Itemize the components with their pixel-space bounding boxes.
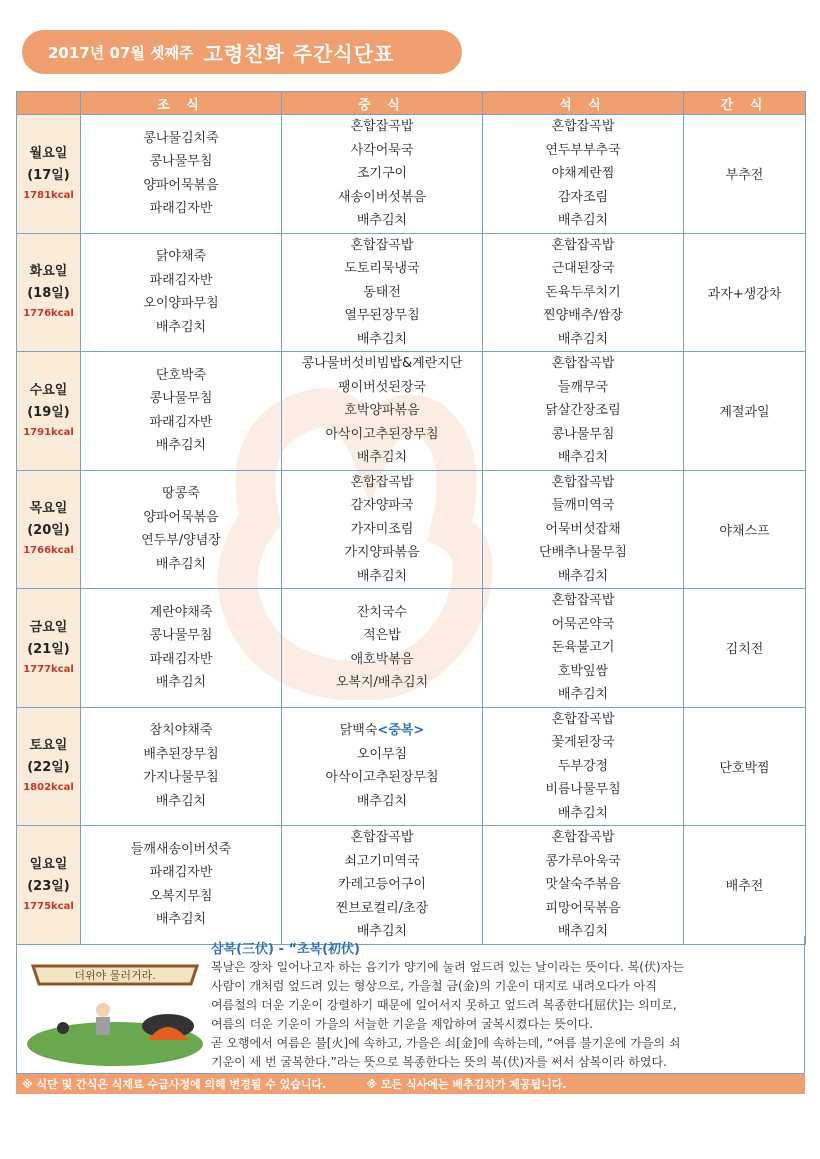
breakfast-cell [81, 826, 282, 945]
info-line: 사람이 개처럼 엎드려 있는 형상으로, 가을철 금(金)의 기운이 대지로 내려오다가 아직 [211, 979, 657, 993]
footer-note-2: ※ 모든 식사에는 배추김치가 제공됩니다. [366, 1078, 567, 1091]
menu-item: 배추김치 [557, 450, 609, 465]
lunch-cell [282, 352, 483, 471]
day-cell [17, 589, 81, 708]
jungbok-highlight: <중복> [377, 723, 425, 739]
day-name: 수요일 [29, 382, 68, 398]
menu-item: 혼합잡곡밥 [350, 474, 414, 490]
day-cell [17, 233, 81, 352]
menu-item: 동태전 [363, 284, 401, 300]
snack-cell: 단호박찜 [684, 707, 806, 826]
menu-item: 혼합잡곡밥 [551, 237, 615, 253]
table-row [17, 589, 806, 708]
breakfast-cell [81, 352, 282, 471]
menu-item: 오복지/배추김치 [335, 675, 429, 691]
table-row [17, 470, 806, 589]
menu-item: 적은밥 [363, 628, 401, 644]
menu-item: 혼합잡곡밥 [551, 356, 615, 371]
menu-item: 어묵곤약국 [551, 616, 615, 632]
menu-item: 배추김치 [557, 924, 609, 939]
menu-item: 배추김치 [356, 793, 408, 809]
menu-item: 근대된장국 [551, 261, 615, 276]
header-snack: 간 식 [684, 92, 806, 115]
day-kcal: 1777kcal [23, 663, 74, 675]
menu-item: 감자조림 [557, 189, 609, 205]
menu-item: 배추김치 [356, 924, 408, 939]
info-line: 곧 오행에서 여름은 불[火]에 속하고, 가을은 쇠[金]에 속하는데, “여름 불기운에 가을의 쇠 [211, 1036, 681, 1050]
info-section [16, 936, 805, 1074]
menu-item: 배추김치 [155, 675, 207, 691]
footer-note-1: ※ 식단 및 간식은 식재료 수급사정에 의해 변경될 수 있습니다. [22, 1078, 327, 1091]
boknal-illustration-icon [23, 944, 207, 1068]
menu-item: 야채계란찜 [551, 166, 615, 181]
menu-item: 콩나물무침 [149, 391, 213, 407]
menu-item: 콩나물무침 [149, 154, 213, 170]
menu-item: 열무된장무침 [344, 308, 420, 323]
menu-item: 배추김치 [557, 331, 609, 347]
day-cell [17, 352, 81, 471]
day-date: (18일) [27, 286, 70, 302]
menu-item: 연두부부추국 [545, 142, 621, 158]
lunch-cell [282, 233, 483, 352]
menu-item: 배추김치 [557, 805, 609, 821]
day-name: 목요일 [29, 501, 68, 517]
menu-item: 배추김치 [155, 319, 207, 335]
breakfast-cell [81, 115, 282, 234]
menu-item: 들깨무국 [557, 379, 609, 395]
menu-item: 오이무침 [356, 746, 408, 762]
menu-item: 단호박죽 [155, 367, 207, 383]
day-date: (22일) [27, 760, 70, 776]
day-cell [17, 707, 81, 826]
day-kcal: 1791kcal [23, 426, 74, 438]
menu-item: 파래김자반 [149, 414, 213, 430]
dinner-cell [483, 826, 684, 945]
day-date: (19일) [27, 404, 70, 420]
info-line: 기운이 세 번 굴복한다.”라는 뜻으로 복종한다는 뜻의 복(伏)자를 써서 삼복이라 하였다. [211, 1055, 667, 1069]
menu-item: 혼합잡곡밥 [551, 711, 615, 727]
menu-item: 혼합잡곡밥 [551, 119, 615, 134]
menu-item: 콩나물무침 [149, 628, 213, 644]
table-header-row [17, 92, 806, 115]
day-name: 화요일 [29, 264, 68, 280]
dinner-cell [483, 707, 684, 826]
menu-item: 배추김치 [557, 213, 609, 228]
day-name: 일요일 [29, 856, 68, 872]
snack-cell: 부추전 [684, 115, 806, 234]
menu-item: 꽃게된장국 [551, 735, 615, 750]
menu-item: 가지양파볶음 [344, 545, 420, 560]
menu-item: 애호박볶음 [350, 651, 414, 667]
header-corner [17, 92, 81, 115]
menu-item: 호박잎쌈 [557, 663, 609, 679]
snack-cell: 김치전 [684, 589, 806, 708]
lunch-cell [282, 707, 483, 826]
lunch-cell [282, 589, 483, 708]
menu-item: 혼합잡곡밥 [350, 237, 414, 253]
lunch-cell [282, 470, 483, 589]
info-body [211, 958, 801, 1072]
menu-item: 배추김치 [557, 568, 609, 584]
weekly-menu-table [16, 91, 806, 945]
menu-item: 배추김치 [356, 331, 408, 347]
info-line: 여름의 더운 기운이 가을의 서늘한 기운을 제압하여 굴복시켰다는 뜻이다. [211, 1017, 594, 1031]
menu-item: 배추김치 [155, 556, 207, 572]
day-kcal: 1781kcal [23, 189, 74, 201]
dinner-cell [483, 115, 684, 234]
menu-item: 계란야채죽 [149, 604, 213, 620]
info-line: 여름철의 더운 기운이 강렬하기 때문에 일어서지 못하고 엎드려 복종한다[屈伏]는 의미로, [211, 998, 677, 1012]
menu-item: 파래김자반 [149, 651, 213, 667]
menu-item: 닭야채죽 [155, 249, 207, 265]
day-name: 월요일 [29, 145, 68, 161]
menu-item: 콩나물무침 [551, 426, 615, 442]
menu-item: 참치야채죽 [149, 723, 213, 739]
day-name: 토요일 [29, 738, 68, 754]
menu-item: 도토리묵냉국 [344, 261, 420, 276]
menu-item: 콩가루아욱국 [545, 853, 621, 869]
menu-item: 돈육두루치기 [545, 284, 621, 300]
menu-item: 배추된장무침 [143, 746, 219, 762]
info-title: 삼복(三伏) - “초복(初伏) [211, 942, 360, 957]
breakfast-cell [81, 707, 282, 826]
menu-item: 콩나물김치죽 [143, 130, 219, 146]
info-line: 복날은 장차 일어나고자 하는 음기가 양기에 눌려 엎드려 있는 날이라는 뜻이다. 복(伏)자는 [211, 960, 684, 974]
menu-item: 배추김치 [155, 438, 207, 454]
dinner-cell [483, 233, 684, 352]
table-row [17, 115, 806, 234]
menu-item: 들깨새송이버섯죽 [130, 841, 232, 857]
menu-item: 양파어묵볶음 [143, 509, 219, 525]
menu-item: 새송이버섯볶음 [338, 189, 426, 205]
header-lunch: 중 식 [282, 92, 483, 115]
day-date: (23일) [27, 878, 70, 894]
menu-item: 가지나물무침 [143, 770, 219, 786]
menu-body [17, 115, 806, 945]
menu-item: 찐브로컬리/초장 [335, 900, 429, 916]
menu-item: 조기구이 [356, 166, 408, 181]
day-kcal: 1776kcal [23, 308, 74, 320]
menu-item: 비름나물무침 [545, 782, 621, 797]
menu-item: 어묵버섯잡채 [545, 521, 621, 537]
menu-item: 피망어묵볶음 [545, 900, 621, 916]
menu-item: 혼합잡곡밥 [350, 119, 414, 134]
menu-item: 혼합잡곡밥 [551, 474, 615, 490]
menu-item: 들깨미역국 [551, 498, 615, 513]
page-title-banner [22, 30, 462, 74]
menu-item: 두부강정 [557, 758, 609, 774]
menu-item: 오이양파무침 [143, 296, 219, 312]
day-date: (21일) [27, 641, 70, 657]
day-cell [17, 115, 81, 234]
dinner-cell [483, 589, 684, 708]
table-row [17, 707, 806, 826]
menu-item: 단배추나물무침 [539, 545, 627, 560]
snack-cell: 야채스프 [684, 470, 806, 589]
menu-item: 파래김자반 [149, 865, 213, 881]
table-row [17, 826, 806, 945]
day-kcal: 1775kcal [23, 900, 74, 912]
snack-cell: 계절과일 [684, 352, 806, 471]
day-name: 금요일 [29, 619, 68, 635]
menu-item: 연두부/양념장 [141, 533, 221, 549]
day-date: (20일) [27, 523, 70, 539]
menu-item: 팽이버섯된장국 [338, 379, 426, 395]
menu-item: 잔치국수 [356, 604, 408, 620]
menu-item: 배추김치 [356, 213, 408, 228]
table-row [17, 233, 806, 352]
lunch-cell [282, 115, 483, 234]
menu-item: 배추김치 [155, 793, 207, 809]
menu-item: 배추김치 [356, 568, 408, 584]
day-kcal: 1766kcal [23, 545, 74, 557]
menu-item: 사각어묵국 [350, 142, 414, 158]
menu-item: 혼합잡곡밥 [551, 593, 615, 608]
title-year-month: 2017년 07월 셋째주 [48, 43, 194, 62]
menu-item: 혼합잡곡밥 [350, 830, 414, 845]
menu-item: 땅콩죽 [162, 486, 200, 502]
menu-item: 찐양배추/쌈장 [543, 308, 623, 323]
day-date: (17일) [27, 167, 70, 183]
table-row [17, 352, 806, 471]
footer-notes [16, 1074, 805, 1094]
day-cell [17, 826, 81, 945]
breakfast-cell [81, 470, 282, 589]
banner-text: 더위야 물러거라. [74, 969, 156, 982]
menu-item: 파래김자반 [149, 272, 213, 288]
dinner-cell [483, 352, 684, 471]
day-kcal: 1802kcal [23, 782, 74, 794]
header-breakfast: 조 식 [81, 92, 282, 115]
breakfast-cell [81, 233, 282, 352]
page-title: 고령친화 주간식단표 [203, 41, 395, 66]
menu-item: 호박양파볶음 [344, 403, 420, 418]
menu-item: 카레고등어구이 [338, 877, 426, 892]
breakfast-cell [81, 589, 282, 708]
menu-item: 양파어묵볶음 [143, 177, 219, 193]
snack-cell: 과자+생강차 [684, 233, 806, 352]
menu-item: 오복지무침 [149, 888, 213, 904]
menu-item: 배추김치 [155, 912, 207, 928]
menu-item: 아삭이고추된장무침 [325, 770, 439, 786]
lunch-cell [282, 826, 483, 945]
menu-item: 혼합잡곡밥 [551, 830, 615, 845]
dinner-cell [483, 470, 684, 589]
menu-item: 돈육불고기 [551, 640, 615, 655]
menu-item: 배추김치 [557, 687, 609, 702]
menu-item: 감자양파국 [350, 498, 414, 513]
menu-item: 닭살간장조림 [545, 403, 621, 418]
header-dinner: 석 식 [483, 92, 684, 115]
menu-item: 쇠고기미역국 [344, 853, 420, 869]
menu-item: 가자미조림 [350, 521, 414, 537]
menu-item: 콩나물버섯비빔밥&계란지단 [301, 356, 463, 371]
day-cell [17, 470, 81, 589]
snack-cell: 배추전 [684, 826, 806, 945]
menu-item: 파래김자반 [149, 201, 213, 217]
menu-item: 아삭이고추된장무침 [325, 426, 439, 442]
menu-item: 맛살숙주볶음 [545, 877, 621, 892]
menu-item: 배추김치 [356, 450, 408, 465]
menu-item: 닭백숙<중복> [339, 723, 425, 739]
